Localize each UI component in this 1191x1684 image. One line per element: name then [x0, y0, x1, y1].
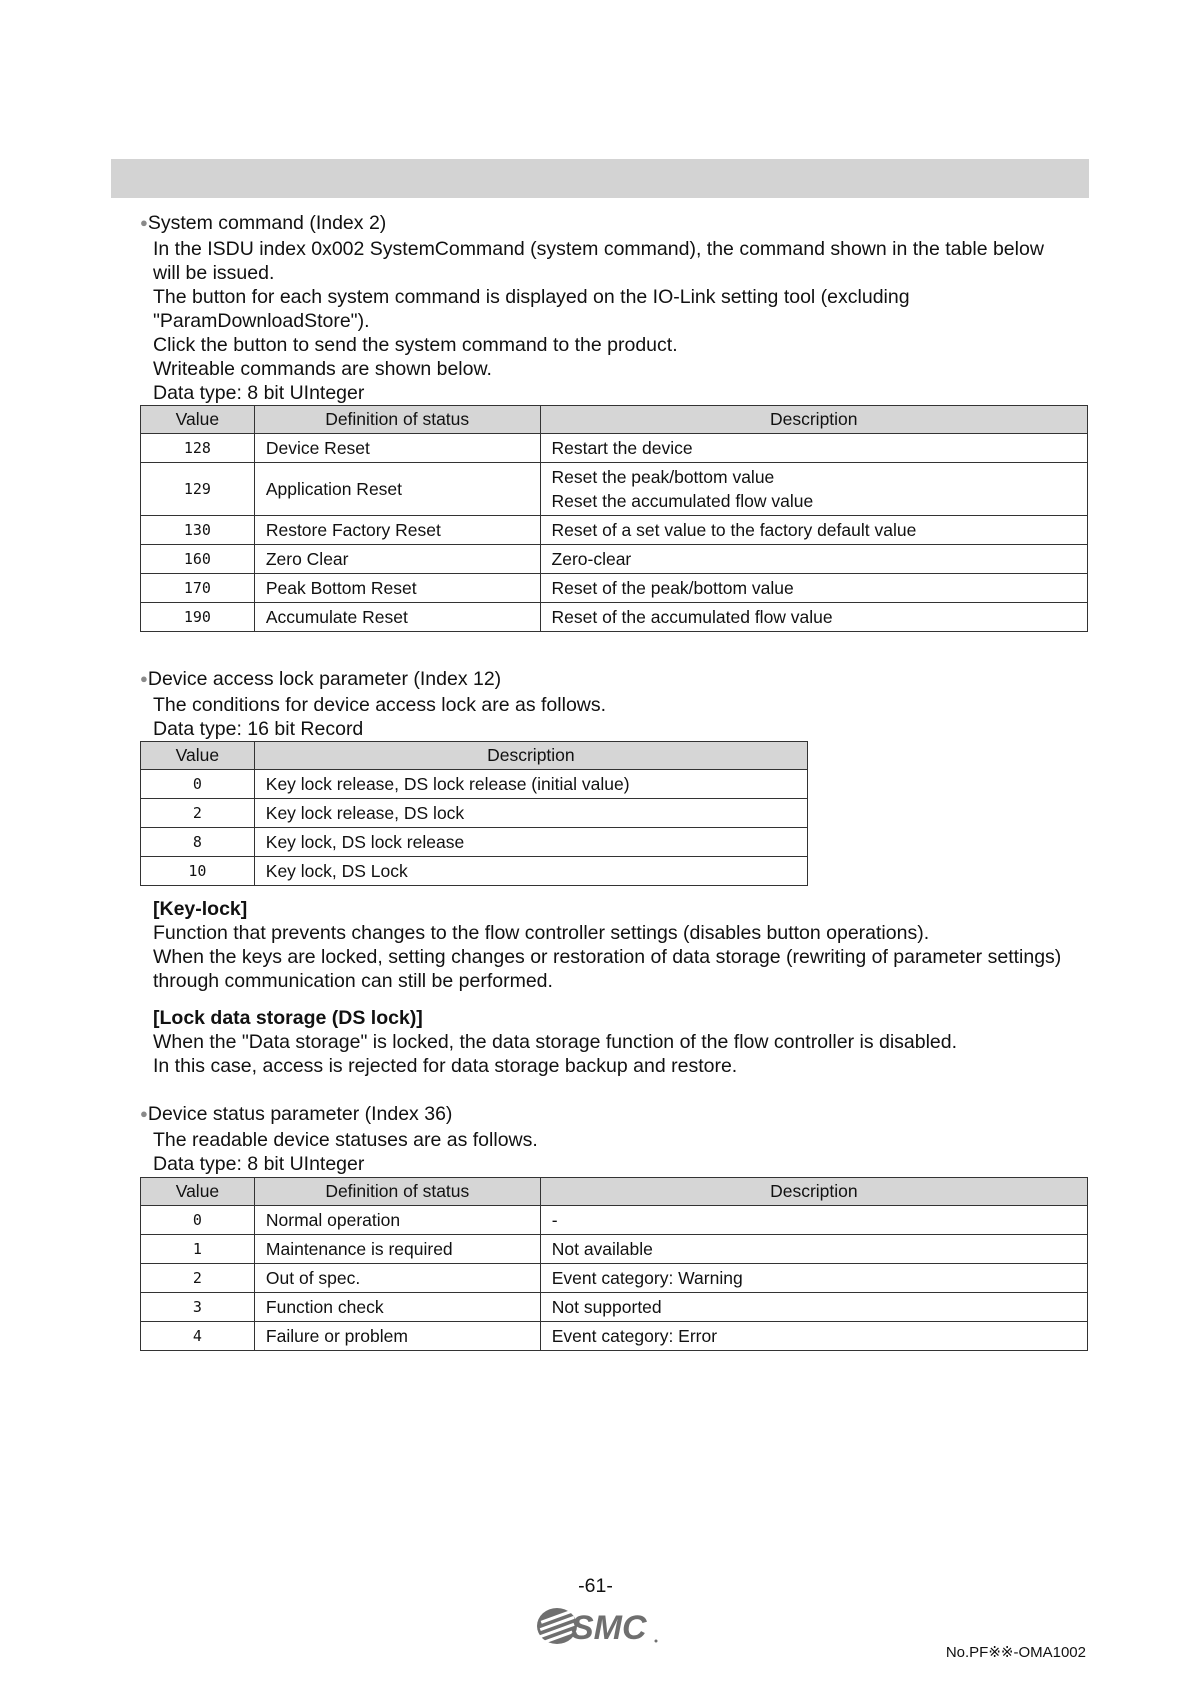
table-row: [141, 1264, 1088, 1293]
column-header: Value: [141, 742, 255, 770]
description-cell: Key lock, DS Lock: [254, 857, 807, 886]
bullet-icon: ●: [140, 215, 148, 230]
description-cell: Restart the device: [540, 434, 1087, 463]
smc-logo: [535, 1604, 663, 1653]
data-type-line: Data type: 8 bit UInteger: [153, 1153, 365, 1175]
definition-cell: Failure or problem: [254, 1322, 540, 1351]
table-row: [141, 434, 1088, 463]
definition-cell: Maintenance is required: [254, 1235, 540, 1264]
page-number: -61-: [578, 1575, 613, 1597]
section-title: System command (Index 2): [147, 212, 387, 234]
table-row: [141, 770, 808, 799]
paragraph-line: In the ISDU index 0x002 SystemCommand (system command), the command shown in the table below: [153, 238, 1044, 260]
value-cell: 190: [141, 603, 255, 632]
definition-cell: Restore Factory Reset: [254, 516, 540, 545]
system-command-table: [140, 405, 1088, 632]
key-lock-note: [140, 897, 1100, 993]
table-header-row: [141, 406, 1088, 434]
paragraph-line: When the keys are locked, setting changes or restoration of data storage (rewriting of parameter settings): [153, 946, 1062, 968]
definition-cell: Function check: [254, 1293, 540, 1322]
description-cell: Reset of the accumulated flow value: [540, 603, 1087, 632]
value-cell: 0: [141, 1206, 255, 1235]
table-header-row: [141, 742, 808, 770]
table-row: [141, 1322, 1088, 1351]
definition-cell: Normal operation: [254, 1206, 540, 1235]
value-cell: 170: [141, 574, 255, 603]
document-number: No.PF※※-OMA1002: [945, 1644, 1086, 1661]
description-cell: Key lock release, DS lock: [254, 799, 807, 828]
column-header: Description: [540, 406, 1087, 434]
table-row: [141, 857, 808, 886]
definition-cell: Application Reset: [254, 463, 540, 516]
definition-cell: Accumulate Reset: [254, 603, 540, 632]
paragraph-line: "ParamDownloadStore").: [153, 310, 370, 332]
value-cell: 160: [141, 545, 255, 574]
value-cell: 10: [141, 857, 255, 886]
svg-text:SMC: SMC: [571, 1609, 647, 1647]
description-line: Reset the peak/bottom value: [551, 467, 775, 487]
table-row: [141, 545, 1088, 574]
column-header: Description: [254, 742, 807, 770]
device-access-lock-section: [140, 667, 1100, 741]
value-cell: 3: [141, 1293, 255, 1322]
section-title: Device access lock parameter (Index 12): [147, 668, 502, 690]
description-cell: Key lock, DS lock release: [254, 828, 807, 857]
value-cell: 129: [141, 463, 255, 516]
data-type-line: Data type: 8 bit UInteger: [153, 382, 365, 404]
key-lock-heading: [Key-lock]: [153, 898, 248, 920]
column-header: Value: [141, 406, 255, 434]
description-cell: Event category: Error: [540, 1322, 1087, 1351]
device-access-lock-table: [140, 741, 808, 886]
section-header-bar: [111, 159, 1089, 198]
value-cell: 130: [141, 516, 255, 545]
table-row: [141, 1206, 1088, 1235]
definition-cell: Peak Bottom Reset: [254, 574, 540, 603]
column-header: Value: [141, 1178, 255, 1206]
device-status-section: [140, 1102, 1100, 1176]
description-cell: Key lock release, DS lock release (initial value): [254, 770, 807, 799]
description-cell: [540, 463, 1087, 516]
value-cell: 1: [141, 1235, 255, 1264]
paragraph-line: When the "Data storage" is locked, the data storage function of the flow controller is disabled.: [153, 1031, 958, 1053]
system-command-section: [140, 211, 1100, 405]
table-header-row: [141, 1178, 1088, 1206]
description-cell: Reset of the peak/bottom value: [540, 574, 1087, 603]
definition-cell: Out of spec.: [254, 1264, 540, 1293]
ds-lock-heading: [Lock data storage (DS lock)]: [153, 1007, 423, 1029]
description-line: Reset the accumulated flow value: [551, 491, 814, 511]
table-row: [141, 574, 1088, 603]
description-cell: Reset of a set value to the factory default value: [540, 516, 1087, 545]
bullet-icon: ●: [140, 1106, 148, 1121]
paragraph-line: Writeable commands are shown below.: [153, 358, 492, 380]
section-title: Device status parameter (Index 36): [147, 1103, 453, 1125]
column-header: Description: [540, 1178, 1087, 1206]
table-row: [141, 603, 1088, 632]
value-cell: 8: [141, 828, 255, 857]
table-row: [141, 516, 1088, 545]
column-header: Definition of status: [254, 406, 540, 434]
description-cell: Zero-clear: [540, 545, 1087, 574]
definition-cell: Zero Clear: [254, 545, 540, 574]
table-row: [141, 799, 808, 828]
value-cell: 2: [141, 799, 255, 828]
device-status-table: [140, 1177, 1088, 1351]
description-cell: Not supported: [540, 1293, 1087, 1322]
value-cell: 4: [141, 1322, 255, 1351]
column-header: Definition of status: [254, 1178, 540, 1206]
paragraph-line: will be issued.: [153, 262, 275, 284]
description-cell: Not available: [540, 1235, 1087, 1264]
description-cell: -: [540, 1206, 1087, 1235]
smc-logo-icon: [535, 1604, 663, 1648]
table-row: [141, 1235, 1088, 1264]
value-cell: 128: [141, 434, 255, 463]
definition-cell: Device Reset: [254, 434, 540, 463]
table-row: [141, 828, 808, 857]
paragraph-line: In this case, access is rejected for data storage backup and restore.: [153, 1055, 738, 1077]
paragraph-line: through communication can still be performed.: [153, 970, 553, 992]
paragraph-line: The button for each system command is displayed on the IO-Link setting tool (excluding: [153, 286, 910, 308]
value-cell: 2: [141, 1264, 255, 1293]
table-row: [141, 463, 1088, 516]
bullet-icon: ●: [140, 671, 148, 686]
paragraph-line: The readable device statuses are as follows.: [153, 1129, 538, 1151]
paragraph-line: The conditions for device access lock are as follows.: [153, 694, 607, 716]
value-cell: 0: [141, 770, 255, 799]
description-cell: Event category: Warning: [540, 1264, 1087, 1293]
paragraph-line: Function that prevents changes to the flow controller settings (disables button operations).: [153, 922, 930, 944]
ds-lock-note: [140, 1006, 1100, 1078]
table-row: [141, 1293, 1088, 1322]
data-type-line: Data type: 16 bit Record: [153, 718, 364, 740]
paragraph-line: Click the button to send the system command to the product.: [153, 334, 678, 356]
